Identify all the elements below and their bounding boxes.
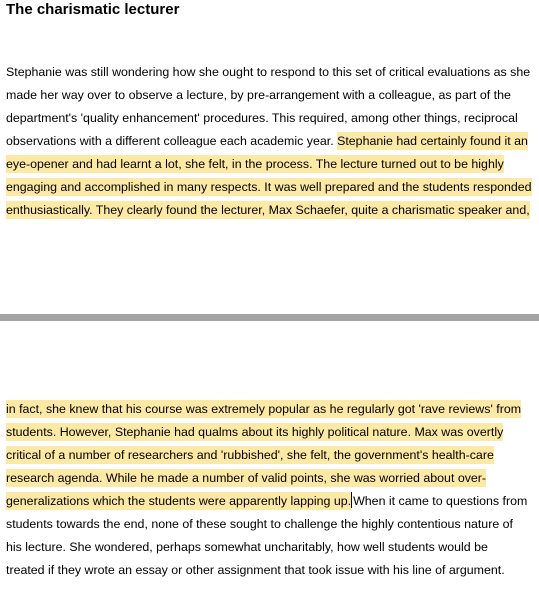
- text-line[interactable]: [6, 132, 528, 150]
- text-line[interactable]: [6, 178, 532, 196]
- text-cursor: [351, 492, 352, 508]
- text-line[interactable]: [6, 446, 494, 464]
- highlighted-text: engaging and accomplished in many respects. It was well prepared and the students responded: [6, 180, 532, 194]
- text-line[interactable]: [6, 469, 486, 487]
- plain-text: his lecture. She wondered, perhaps somewhat uncharitably, how well students would be: [6, 540, 488, 554]
- text-line[interactable]: [6, 201, 530, 219]
- text-line[interactable]: [6, 492, 527, 510]
- text-line[interactable]: [6, 109, 518, 127]
- highlighted-text: enthusiastically. They clearly found the lecturer, Max Schaefer, quite a charismatic speaker and,: [6, 203, 530, 217]
- highlighted-text: generalizations which the students were apparently lapping up.: [6, 494, 352, 508]
- plain-text: department's 'quality enhancement' procedures. This required, among other things, reciprocal: [6, 111, 518, 125]
- text-line[interactable]: [6, 400, 521, 418]
- text-line[interactable]: [6, 63, 530, 81]
- highlighted-text: in fact, she knew that his course was extremely popular as he regularly got 'rave reviews' from: [6, 402, 522, 416]
- plain-text: Stephanie was still wondering how she ought to respond to this set of critical evaluations as she: [6, 65, 531, 79]
- plain-text: made her way over to observe a lecture, by pre-arrangement with a colleague, as part of the: [6, 88, 511, 102]
- text-line[interactable]: [6, 561, 505, 579]
- text-line[interactable]: [6, 538, 488, 556]
- text-line[interactable]: [6, 86, 511, 104]
- highlighted-text: eye-opener and had learnt a lot, she felt, in the process. The lecture turned out to be highly: [6, 157, 504, 171]
- plain-text: treated if they wrote an essay or other assignment that took issue with his line of argument.: [6, 563, 505, 577]
- document-title: The charismatic lecturer: [6, 1, 180, 18]
- document-page-2: [0, 321, 539, 589]
- plain-text: students towards the end, none of these sought to challenge the highly contentious nature of: [6, 517, 513, 531]
- plain-text: observations with a different colleague each academic year.: [6, 134, 338, 148]
- text-line[interactable]: [6, 155, 504, 173]
- highlighted-text: Stephanie had certainly found it an: [337, 134, 528, 148]
- page-separator: [0, 314, 539, 321]
- highlighted-text: critical of a number of researchers and 'rubbished', she felt, the government's health-care: [6, 448, 494, 462]
- highlighted-text: research agenda. While he made a number of valid points, she was worried about over-: [6, 471, 487, 485]
- plain-text: When it came to questions from: [353, 494, 528, 508]
- text-line[interactable]: [6, 423, 503, 441]
- text-line[interactable]: [6, 515, 513, 533]
- highlighted-text: students. However, Stephanie had qualms about its highly political nature. Max was overtly: [6, 425, 504, 439]
